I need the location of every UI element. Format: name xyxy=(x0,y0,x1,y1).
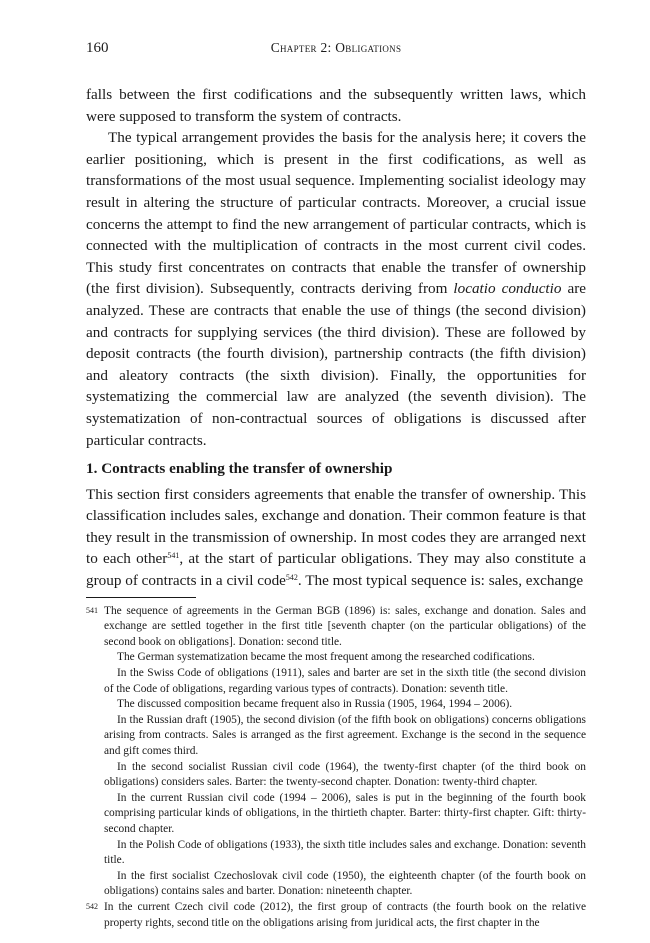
footnote-paragraph: In the Russian draft (1905), the second division (of the fifth book on obligations) concerns obligations arising from contracts. Sales is arranged as the first agreement. Exchange is the second in the sequence and gift comes third. xyxy=(104,713,586,757)
footnote-paragraph: The German systematization became the most frequent among the researched codifications. xyxy=(117,651,535,664)
footnote-541 xyxy=(86,604,586,900)
footnote-paragraph: The sequence of agreements in the German BGB (1896) is: sales, exchange and donation. Sales and exchange are settled together in the first title [seventh chapter (on the particular obligations) of the second book on obligations]. Donation: second title. xyxy=(104,604,586,648)
paragraph-1-text: falls between the first codifications and the subsequently written laws, which were supposed to transform the system of contracts. xyxy=(86,86,586,125)
paragraph-2-italic: locatio conductio xyxy=(453,280,562,298)
footnote-paragraph: In the Swiss Code of obligations (1911), sales and barter are set in the sixth title (the second division of the Code of obligations, regarding various types of contracts). Donation: seventh title. xyxy=(104,667,586,695)
section-heading: 1. Contracts enabling the transfer of ownership xyxy=(86,460,393,478)
paragraph-3-text-a: This section first considers agreements that enable the transfer of ownership. This classification includes sales, exchange and donation. Their common feature is that they result in the transmission of ownership. In most codes they are arranged next to each other xyxy=(86,485,586,568)
page-number: 160 xyxy=(86,40,109,56)
footnote-mark: 542 xyxy=(86,901,98,911)
footnote-paragraph: In the second socialist Russian civil code (1964), the twenty-first chapter (of the third book on obligations) considers sales. Barter: the twenty-second chapter. Donation: twenty-third chapter. xyxy=(104,760,586,789)
book-page xyxy=(86,40,586,931)
footnote-divider xyxy=(86,597,196,598)
paragraph-2-text-a: The typical arrangement provides the basis for the analysis here; it covers the earlier positioning, which is present in the first codifications, as well as transformations of the most usual sequence. Implementing socialist ideology may result in altering the structure of particular contracts. Moreover, a crucial issue concerns the attempt to find the new arrangement of particular contracts, which is connected with the multiplication of contracts in the most current civil codes. This study first concentrates on contracts that enable the transfer of ownership (the first division). Subsequently, contracts deriving from xyxy=(86,129,586,298)
paragraph-3-text-c: . The most typical sequence is: sales, exchange xyxy=(297,572,584,590)
footnote-paragraph: In the current Czech civil code (2012), the first group of contracts (the fourth book on the relative property rights, second title on the obligations arising from juridical acts, the first chapter in the xyxy=(104,900,586,929)
footnote-ref-541[interactable]: 541 xyxy=(167,551,180,561)
paragraph-3-text-b: , at the start of particular obligations. They may also constitute a group of contracts in a civil code xyxy=(86,550,586,590)
footnote-paragraph: In the Polish Code of obligations (1933), the sixth title includes sales and exchange. Donation: seventh title. xyxy=(104,838,586,867)
main-text xyxy=(86,84,586,592)
paragraph-2 xyxy=(86,127,586,451)
footnote-mark: 541 xyxy=(86,605,98,615)
footnote-paragraph: In the first socialist Czechoslovak civil code (1950), the eighteenth chapter (of the fourth book on obligations) contains sales and barter. Donation: nineteenth chapter. xyxy=(104,869,586,898)
footnote-542 xyxy=(86,900,586,931)
footnote-paragraph: In the current Russian civil code (1994 – 2006), sales is put in the beginning of the fourth book comprising particular kinds of obligations, in the thirtieth chapter. Barter: thirty-first chapter. Gift: thirty-second chapter. xyxy=(104,791,586,835)
page-header xyxy=(86,40,586,62)
footnote-paragraph: The discussed composition became frequent also in Russia (1905, 1964, 1994 – 2006). xyxy=(117,698,513,711)
paragraph-2-text-b: are analyzed. These are contracts that enable the use of things (the second division) and contracts for supplying services (the third division). These are followed by deposit contracts (the fourth division), partnership contracts (the fifth division) and aleatory contracts (the sixth division). Finally, the opportunities for systematizing the commercial law are analyzed (the seventh division). The systematization of non-contractual sources of obligations is discussed after particular contracts. xyxy=(86,280,586,449)
footnotes xyxy=(86,604,586,931)
paragraph-3 xyxy=(86,484,586,592)
running-head: Chapter 2: Obligations xyxy=(270,40,402,55)
paragraph-1 xyxy=(86,84,586,127)
footnote-ref-542[interactable]: 542 xyxy=(285,573,298,583)
